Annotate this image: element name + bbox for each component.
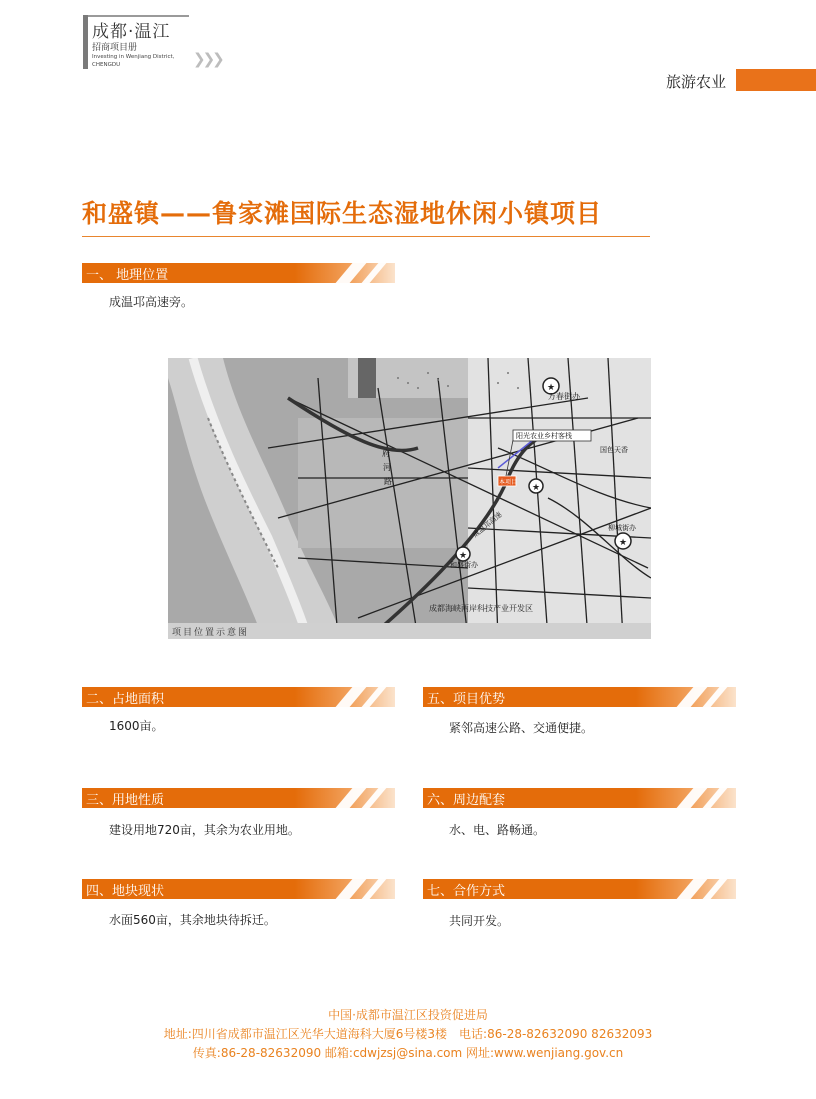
section-facilities-text: 水、电、路畅通。	[449, 823, 546, 837]
chevrons-icon: ❯❯❯	[193, 50, 222, 68]
logo-english-line1: Investing in Wenjiang District,	[92, 54, 175, 60]
section-land-nature-text: 建设用地720亩，其余为农业用地。	[109, 823, 300, 837]
section-area-text: 1600亩。	[109, 719, 164, 733]
svg-text:★: ★	[459, 551, 468, 561]
section-cooperation-heading: 七、合作方式	[427, 884, 506, 899]
map-label-wanchun: 万春街办	[548, 392, 580, 401]
section-area-header	[82, 687, 395, 707]
section-status-text: 水面560亩，其余地块待拆迁。	[109, 913, 276, 927]
section-advantages-heading: 五、项目优势	[427, 692, 506, 707]
section-status-heading: 四、地块现状	[86, 884, 165, 899]
section-facilities-heading: 六、周边配套	[427, 793, 506, 808]
logo-accent-bar	[83, 15, 88, 69]
section-cooperation-text: 共同开发。	[449, 914, 510, 928]
logo-title: 成都·温江	[92, 22, 171, 42]
section-location-header	[82, 263, 395, 283]
page-title: 和盛镇——鲁家滩国际生态湿地休闲小镇项目	[82, 199, 603, 228]
map-caption: 项目位置示意图	[172, 628, 250, 638]
svg-text:★: ★	[532, 483, 541, 493]
section-status-header	[82, 879, 395, 899]
section-land-nature-header	[82, 788, 395, 808]
map-label-fu: 府	[382, 449, 390, 458]
footer-org: 中国·成都市温江区投资促进局	[328, 1008, 488, 1022]
category-bar	[736, 69, 816, 91]
map-label-he: 河	[383, 463, 391, 472]
map-label-village: 阳光农业乡村客栈	[516, 432, 572, 440]
footer-address: 地址:四川省成都市温江区光华大道海科大厦6号楼3楼 电话:86-28-82632090 82632093	[163, 1027, 653, 1041]
map-label-street-left: 和盛街办	[450, 561, 478, 569]
section-land-nature-heading: 三、用地性质	[86, 793, 165, 808]
svg-text:★: ★	[547, 383, 556, 393]
logo-english-line2: CHENGDU	[92, 62, 121, 68]
footer-contact: 传真:86-28-82632090 邮箱:cdwjzsj@sina.com 网址:www.wenjiang.gov.cn	[192, 1046, 624, 1060]
map-label-zone: 成都海峡两岸科技产业开发区	[429, 604, 533, 613]
section-cooperation-header	[423, 879, 736, 899]
svg-text:★: ★	[619, 538, 628, 548]
map-label-street-right: 柳城街办	[608, 524, 636, 532]
section-advantages-header	[423, 687, 736, 707]
map-label-guoseti: 国色天香	[600, 446, 628, 454]
section-advantages-text: 紧邻高速公路、交通便捷。	[449, 721, 594, 735]
section-location-heading: 一、 地理位置	[86, 268, 169, 283]
map-label-lu: 路	[384, 477, 392, 486]
section-area-heading: 二、占地面积	[86, 692, 165, 707]
logo-english	[92, 53, 192, 69]
logo-subtitle: 招商项目册	[92, 43, 138, 53]
category-label: 旅游农业	[666, 73, 727, 91]
section-location-text: 成温邛高速旁。	[109, 295, 194, 309]
map-label-road: 成温邛高速	[471, 510, 504, 540]
section-facilities-header	[423, 788, 736, 808]
title-divider	[82, 236, 650, 237]
map-project-marker: 本项目	[499, 479, 518, 486]
